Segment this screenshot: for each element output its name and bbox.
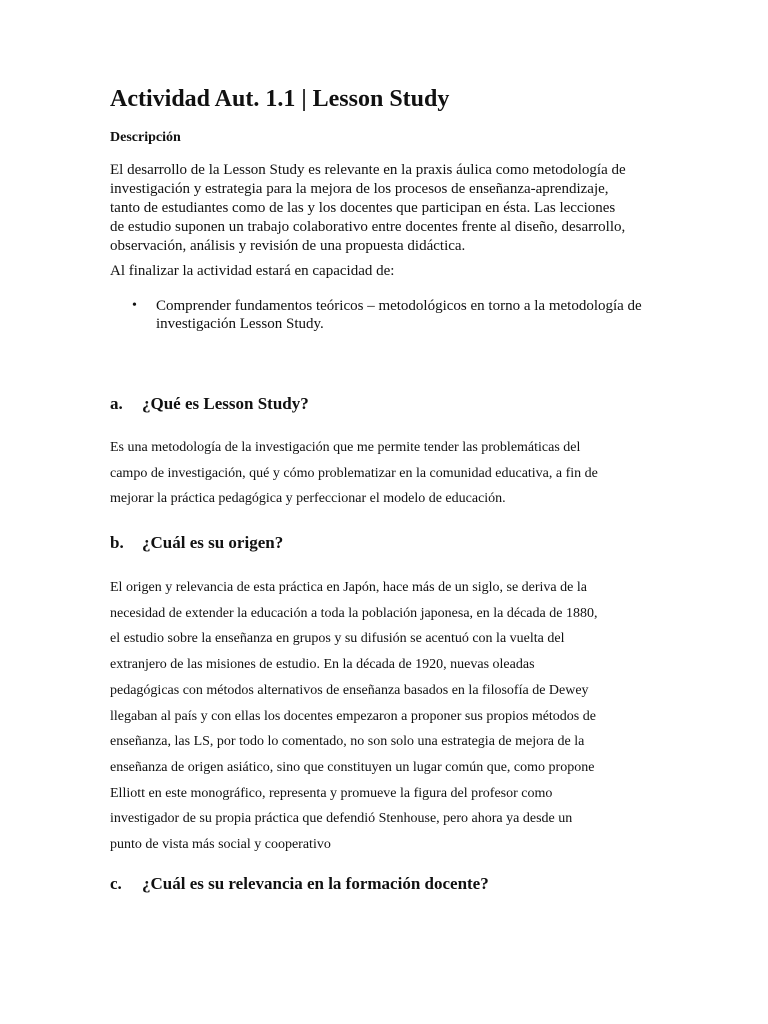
- section-letter: a.: [110, 394, 123, 413]
- paragraph-line: llegaban al país y con ellas los docentes empezaron a proponer sus propios métodos de: [110, 708, 596, 724]
- paragraph-line: extranjero de las misiones de estudio. En la década de 1920, nuevas oleadas: [110, 657, 535, 673]
- bullet-icon: •: [132, 298, 137, 313]
- section-body-b: [110, 575, 670, 858]
- description-heading: Descripción: [110, 130, 181, 145]
- paragraph-line: enseñanza de origen asiático, sino que constituyen un lugar común que, como propone: [110, 759, 595, 775]
- paragraph-line: campo de investigación, qué y cómo problematizar en la comunidad educativa, a fin de: [110, 465, 598, 481]
- section-question: ¿Cuál es su relevancia en la formación docente?: [142, 874, 489, 893]
- paragraph-line: Es una metodología de la investigación que me permite tender las problemáticas del: [110, 440, 581, 455]
- paragraph-line: necesidad de extender la educación a toda la población japonesa, en la década de 1880,: [110, 605, 598, 621]
- paragraph-line: punto de vista más social y cooperativo: [110, 837, 331, 853]
- paragraph-line: investigación y estrategia para la mejora de los procesos de enseñanza-aprendizaje,: [110, 181, 609, 197]
- paragraph-line: El desarrollo de la Lesson Study es relevante en la praxis áulica como metodología de: [110, 162, 626, 178]
- section-letter: c.: [110, 874, 122, 893]
- list-item: [110, 297, 670, 333]
- paragraph-line: tanto de estudiantes como de las y los docentes que participan en ésta. Las lecciones: [110, 200, 616, 216]
- section-heading-c: [110, 873, 489, 895]
- objectives-list: [110, 297, 670, 333]
- section-heading-a: [110, 393, 309, 415]
- section-heading-b: [110, 532, 283, 554]
- paragraph-line: Elliott en este monográfico, representa y promueve la figura del profesor como: [110, 785, 553, 801]
- section-letter: b.: [110, 533, 124, 552]
- description-paragraph: [110, 161, 670, 256]
- section-question: ¿Qué es Lesson Study?: [142, 394, 309, 413]
- objectives-intro: Al finalizar la actividad estará en capacidad de:: [110, 263, 395, 279]
- list-item-line: Comprender fundamentos teóricos – metodológicos en torno a la metodología de: [156, 298, 642, 314]
- paragraph-line: El origen y relevancia de esta práctica en Japón, hace más de un siglo, se deriva de la: [110, 580, 587, 595]
- paragraph-line: investigador de su propia práctica que defendió Stenhouse, pero ahora ya desde un: [110, 811, 573, 827]
- paragraph-line: pedagógicas con métodos alternativos de enseñanza basados en la filosofía de Dewey: [110, 682, 589, 698]
- section-body-a: [110, 435, 670, 512]
- paragraph-line: el estudio sobre la enseñanza en grupos y su difusión se acentuó con la vuelta del: [110, 631, 565, 647]
- list-item-line: investigación Lesson Study.: [156, 316, 324, 332]
- paragraph-line: observación, análisis y revisión de una propuesta didáctica.: [110, 238, 466, 254]
- paragraph-line: mejorar la práctica pedagógica y perfeccionar el modelo de educación.: [110, 491, 506, 507]
- section-question: ¿Cuál es su origen?: [142, 533, 284, 552]
- paragraph-line: enseñanza, las LS, por todo lo comentado, no son solo una estrategia de mejora de la: [110, 734, 585, 750]
- document-title: Actividad Aut. 1.1 | Lesson Study: [110, 86, 450, 112]
- paragraph-line: de estudio suponen un trabajo colaborativo entre docentes frente al diseño, desarrollo,: [110, 219, 626, 235]
